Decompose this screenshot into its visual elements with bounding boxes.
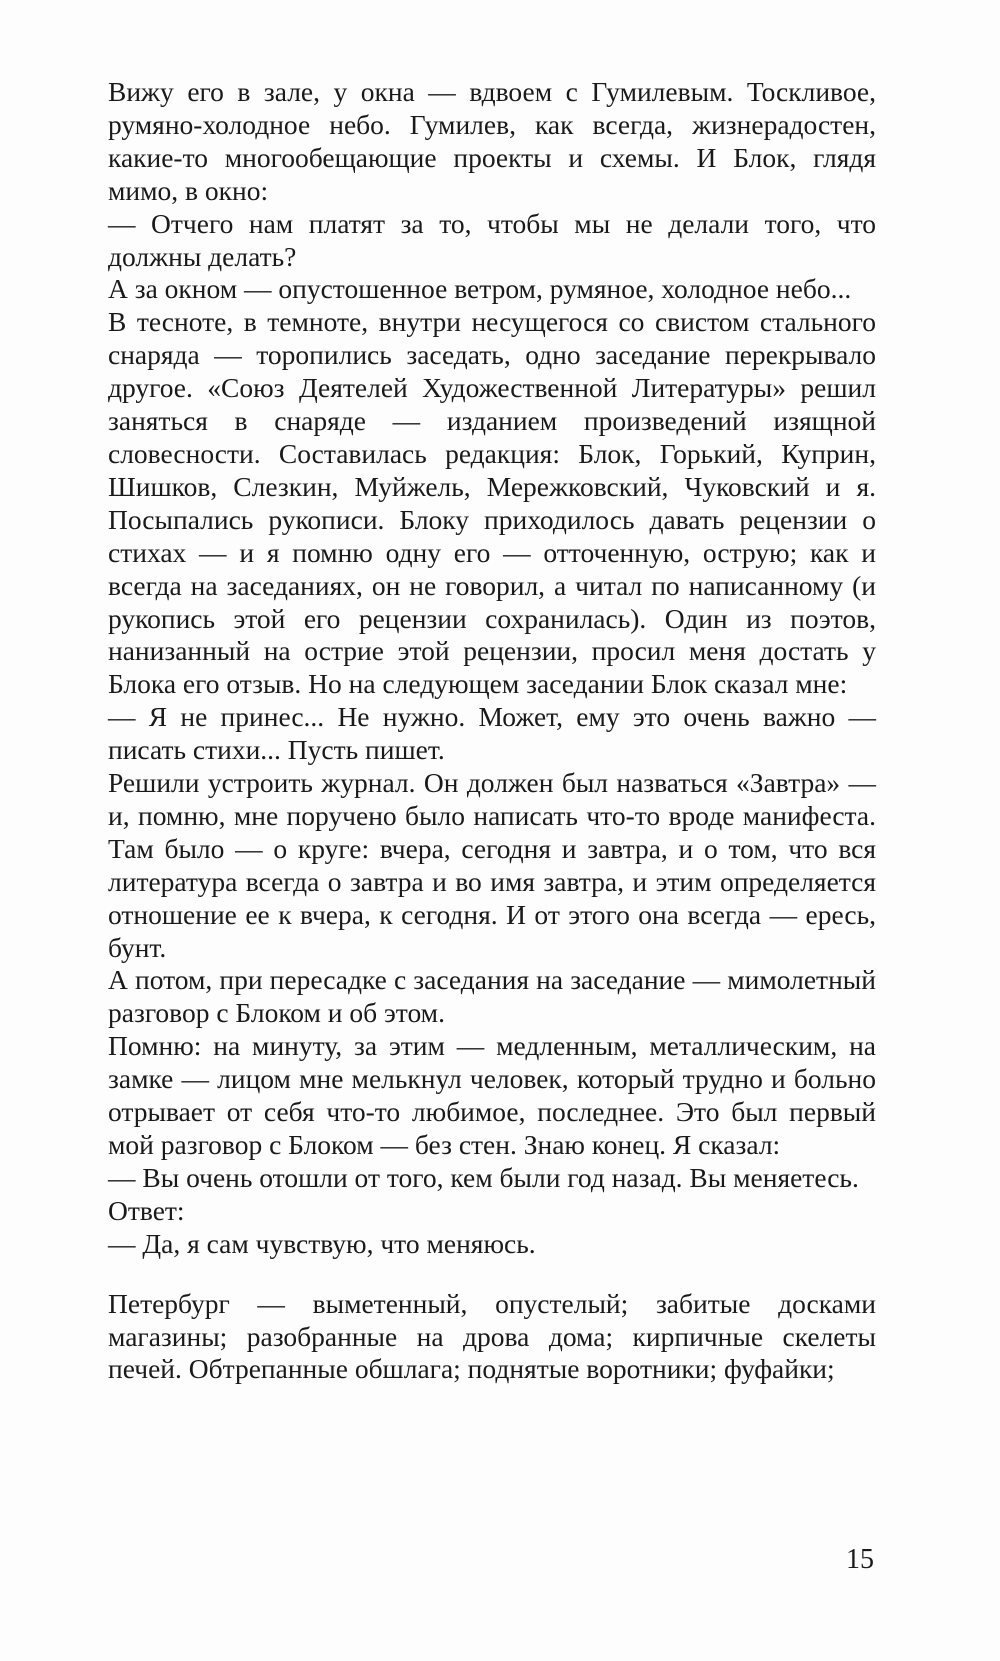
paragraph: Помню: на минуту, за этим — медленным, металлическим, на замке — лицом мне мелькнул человек, который трудно и больно отрывает от себя что-то любимое, последнее. Это был первый мой разговор с Блоком — без стен. Знаю конец. Я сказал: bbox=[108, 1030, 876, 1160]
body-text bbox=[108, 76, 876, 1386]
section-break bbox=[108, 1261, 876, 1288]
page-number: 15 bbox=[846, 1544, 874, 1575]
paragraph-dialogue: — Отчего нам платят за то, чтобы мы не делали того, что должны делать? bbox=[108, 207, 876, 272]
paragraph: Ответ: bbox=[108, 1194, 185, 1226]
paragraph-dialogue: — Я не принес... Не нужно. Может, ему это очень важно — писать стихи... Пусть пишет. bbox=[108, 701, 876, 766]
paragraph: А за окном — опустошенное ветром, румяное, холодное небо... bbox=[108, 273, 852, 305]
paragraph: Решили устроить журнал. Он должен был назваться «Завтра» — и, помню, мне поручено было написать что-то вроде манифеста. Там было — о круге: вчера, сегодня и завтра, и о том, что вся литература всегда о завтра и во имя завтра, и этим определяется отношение ее к вчера, к сегодня. И от этого она всегда — ересь, бунт. bbox=[108, 767, 876, 963]
paragraph: В тесноте, в темноте, внутри несущегося со свистом стального снаряда — торопились заседать, одно заседание перекрывало другое. «Союз Деятелей Художественной Литературы» решил заняться в снаряде — изданием произведений изящной словесности. Составилась редакция: Блок, Горький, Куприн, Шишков, Слезкин, Муйжель, Мережковский, Чуковский и я. Посыпались рукописи. Блоку приходилось давать рецензии о стихах — и я помню одну его — отточенную, острую; как и всегда на заседаниях, он не говорил, а читал по написанному (и рукопись этой его рецензии сохранилась). Один из поэтов, нанизанный на острие этой рецензии, просил меня достать у Блока его отзыв. Но на следующем заседании Блок сказал мне: bbox=[108, 306, 876, 700]
paragraph: Вижу его в зале, у окна — вдвоем с Гумилевым. Тоскливое, румяно-холодное небо. Гумилев, как всегда, жизнерадостен, какие-то многообещающие проекты и схемы. И Блок, глядя мимо, в окно: bbox=[108, 76, 876, 206]
paragraph-dialogue: — Да, я сам чувствую, что меняюсь. bbox=[108, 1227, 536, 1259]
paragraph-dialogue: — Вы очень отошли от того, кем были год назад. Вы меняетесь. bbox=[108, 1161, 859, 1193]
paragraph: Петербург — выметенный, опустелый; забитые досками магазины; разобранные на дрова дома; кирпичные скелеты печей. Обтрепанные обшлага; поднятые воротники; фуфайки; bbox=[108, 1287, 876, 1385]
paragraph: А потом, при пересадке с заседания на заседание — мимолетный разговор с Блоком и об этом. bbox=[108, 964, 876, 1029]
